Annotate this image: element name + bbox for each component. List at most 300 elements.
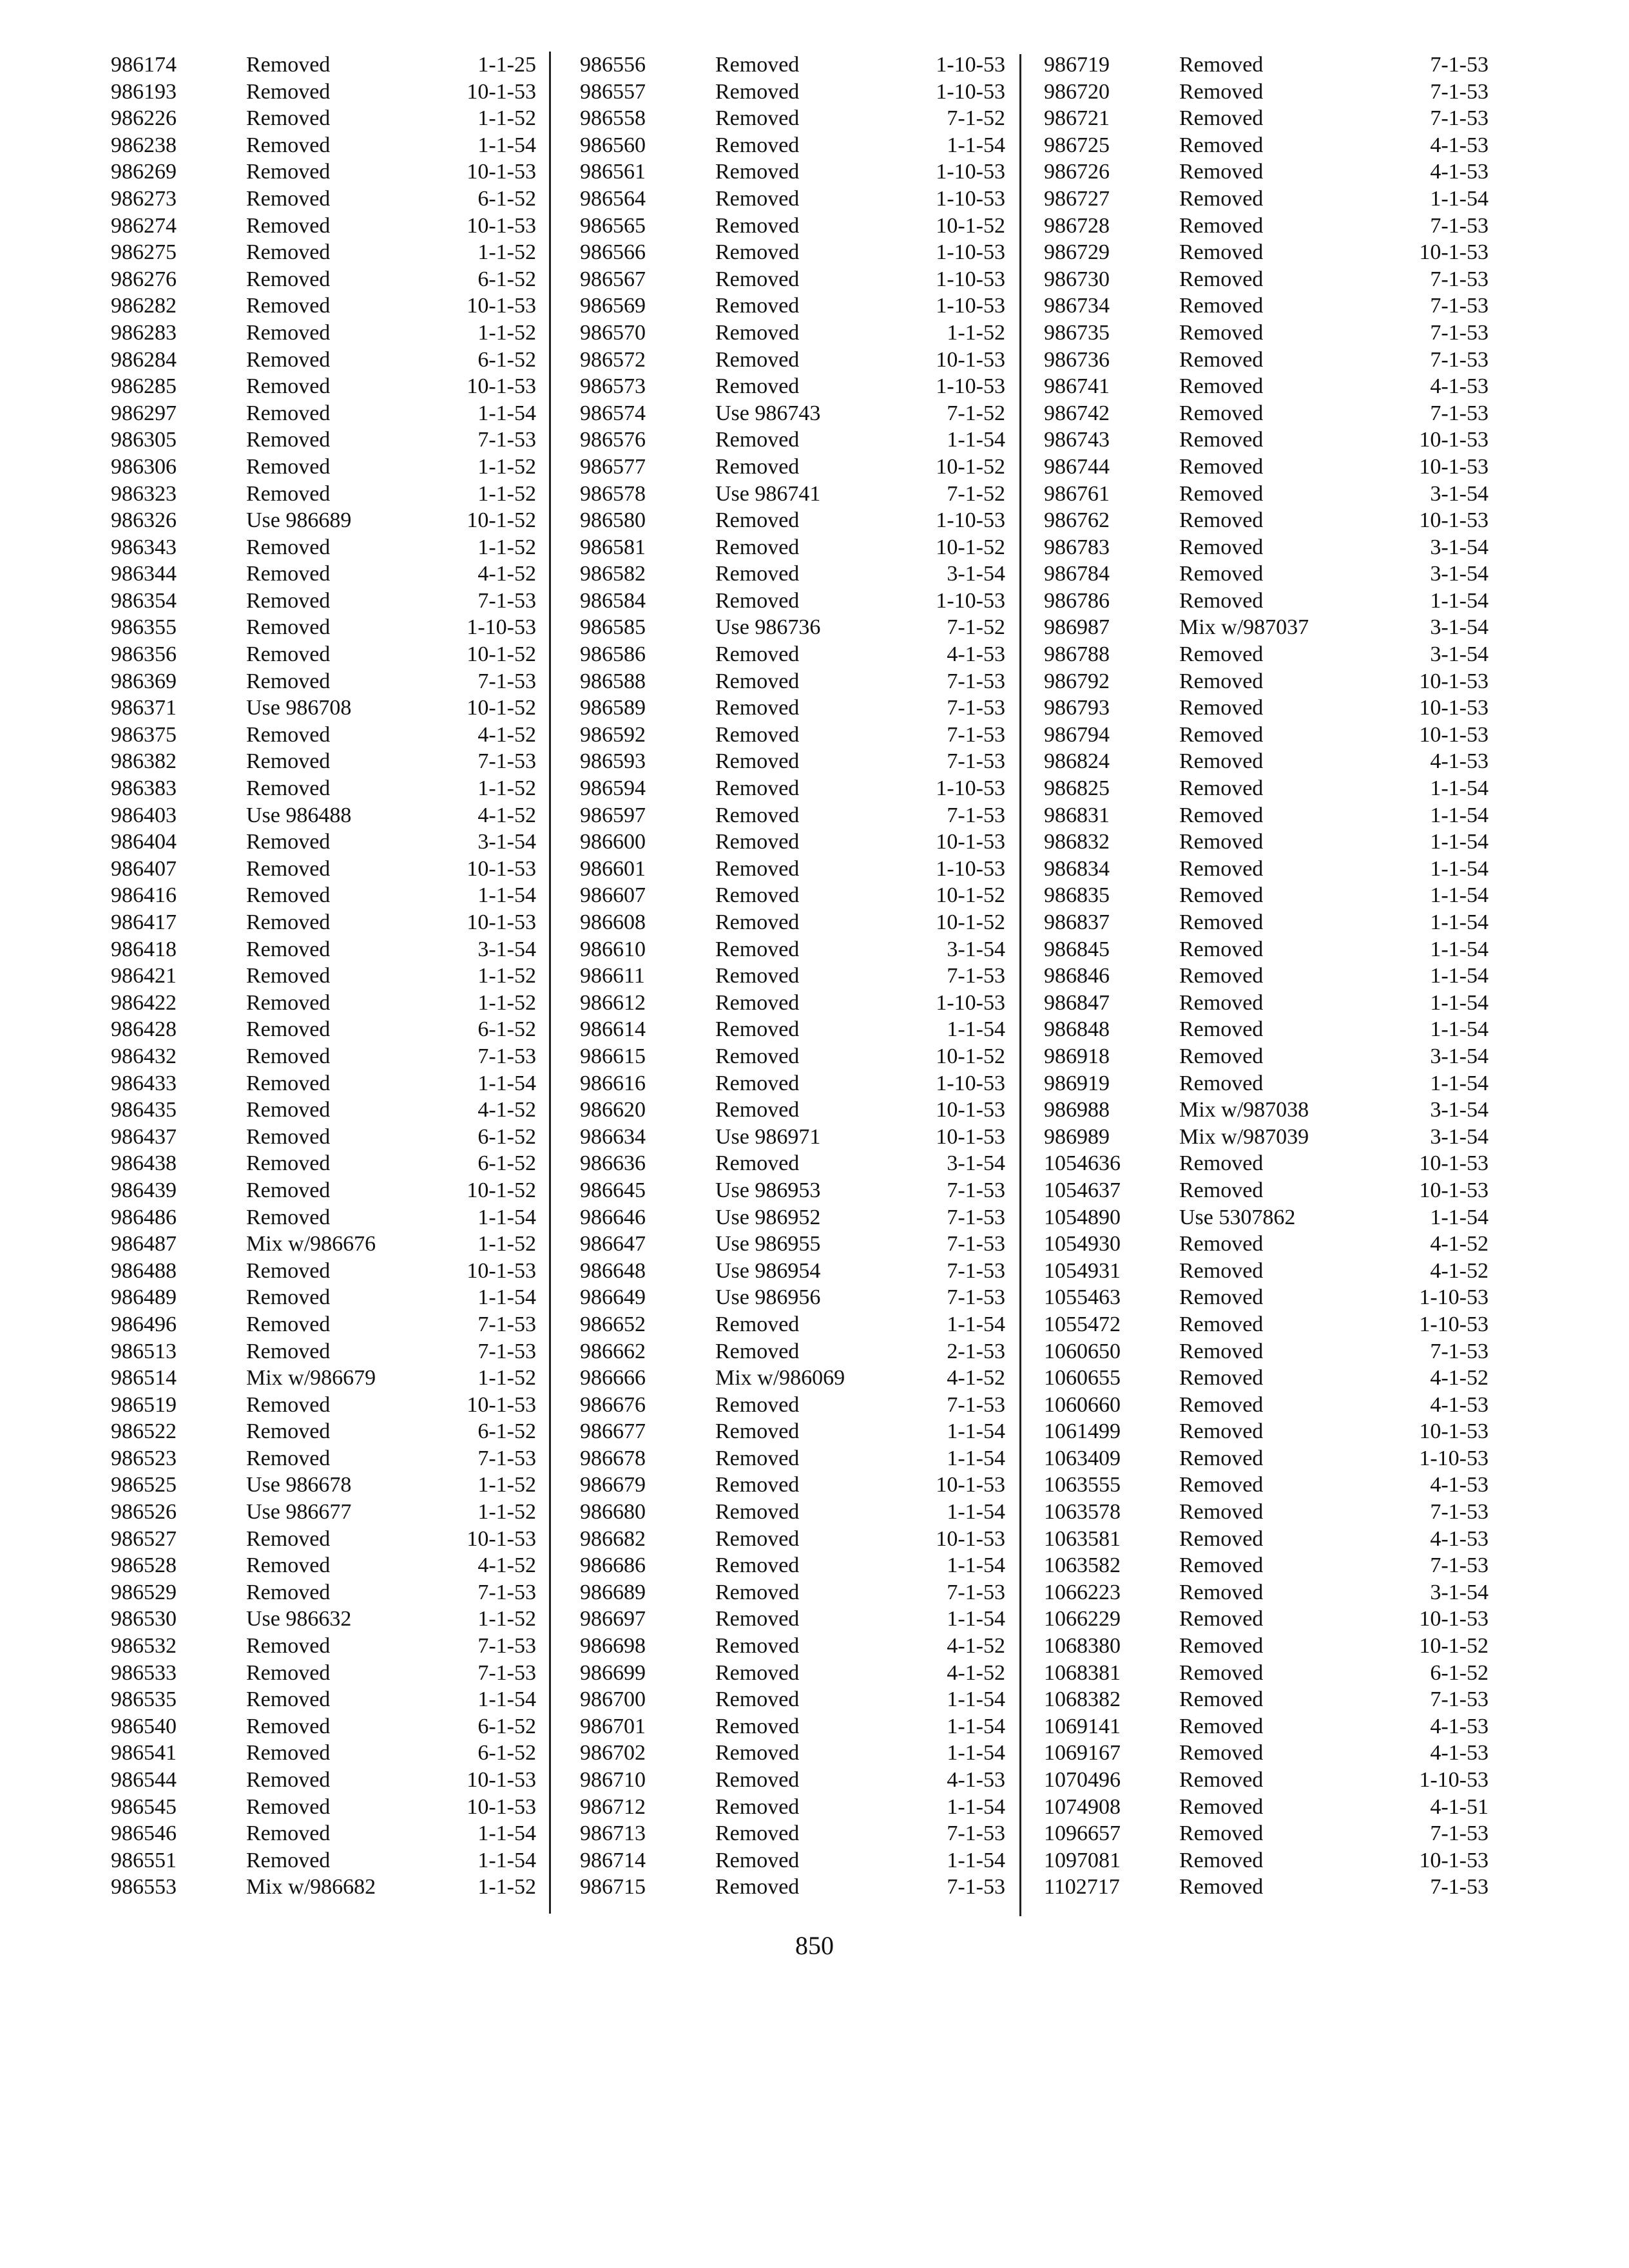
part-number: 1054890	[1044, 1205, 1121, 1229]
status-text: Removed	[246, 213, 331, 238]
part-number: 986417	[111, 910, 177, 934]
table-row	[580, 481, 1005, 508]
part-number: 986238	[111, 133, 177, 157]
status-text: Removed	[1179, 1660, 1264, 1685]
part-number: 986712	[580, 1794, 646, 1819]
table-row	[1044, 481, 1489, 508]
status-text: Removed	[715, 535, 800, 559]
table-row	[580, 1472, 1005, 1499]
part-number: 1063582	[1044, 1553, 1121, 1578]
effective-date: 7-1-53	[1430, 294, 1489, 318]
effective-date: 10-1-53	[467, 374, 536, 399]
table-row	[580, 1365, 1005, 1392]
effective-date: 1-1-54	[947, 133, 1005, 157]
status-text: Removed	[715, 508, 800, 533]
effective-date: 1-1-54	[1430, 964, 1489, 988]
part-number: 986551	[111, 1848, 177, 1872]
effective-date: 4-1-53	[1430, 1714, 1489, 1738]
status-text: Removed	[1179, 401, 1264, 425]
status-text: Removed	[715, 1768, 800, 1792]
status-text: Removed	[715, 1526, 800, 1551]
part-number: 986586	[580, 642, 646, 667]
effective-date: 1-1-54	[947, 1607, 1005, 1631]
table-row	[111, 1606, 536, 1633]
effective-date: 10-1-53	[467, 1392, 536, 1417]
effective-date: 7-1-53	[477, 588, 536, 613]
table-row	[1044, 882, 1489, 909]
effective-date: 10-1-53	[467, 910, 536, 934]
effective-date: 1-1-54	[1430, 883, 1489, 908]
status-text: Mix w/987038	[1179, 1098, 1309, 1122]
status-text: Removed	[1179, 1794, 1264, 1819]
table-row	[580, 1284, 1005, 1311]
table-row	[1044, 748, 1489, 775]
table-row	[1044, 1311, 1489, 1338]
effective-date: 1-10-53	[936, 267, 1005, 291]
part-number: 986792	[1044, 669, 1110, 693]
effective-date: 7-1-53	[1430, 79, 1489, 104]
part-number: 1068380	[1044, 1634, 1121, 1658]
effective-date: 7-1-52	[947, 401, 1005, 425]
effective-date: 7-1-53	[947, 749, 1005, 774]
effective-date: 1-10-53	[936, 776, 1005, 801]
effective-date: 7-1-53	[1430, 53, 1489, 77]
page-number: 850	[795, 1931, 834, 1960]
part-number: 986530	[111, 1607, 177, 1631]
status-text: Removed	[715, 1500, 800, 1524]
status-text: Removed	[1179, 1848, 1264, 1872]
status-text: Removed	[246, 294, 331, 318]
status-text: Removed	[246, 535, 331, 559]
effective-date: 1-10-53	[467, 615, 536, 640]
part-number: 986736	[1044, 347, 1110, 372]
status-text: Removed	[246, 615, 331, 640]
table-row	[111, 1686, 536, 1713]
part-number: 986558	[580, 106, 646, 131]
part-number: 986729	[1044, 240, 1110, 265]
status-text: Removed	[1179, 722, 1264, 747]
part-number: 986581	[580, 535, 646, 559]
status-text: Removed	[1179, 1473, 1264, 1497]
effective-date: 10-1-53	[1419, 722, 1489, 747]
table-row	[111, 641, 536, 668]
table-row	[1044, 213, 1489, 240]
effective-date: 1-10-53	[936, 508, 1005, 533]
table-row	[1044, 1847, 1489, 1874]
status-text: Use 986743	[715, 401, 821, 425]
table-row	[1044, 1365, 1489, 1392]
table-row	[1044, 1231, 1489, 1258]
part-number: 1068382	[1044, 1687, 1121, 1712]
effective-date: 7-1-53	[947, 1285, 1005, 1310]
effective-date: 4-1-53	[1430, 749, 1489, 774]
status-text: Removed	[715, 1848, 800, 1872]
part-number: 986713	[580, 1821, 646, 1846]
part-number: 986528	[111, 1553, 177, 1578]
part-number: 986356	[111, 642, 177, 667]
table-row	[580, 1606, 1005, 1633]
effective-date: 4-1-52	[1430, 1258, 1489, 1283]
effective-date: 7-1-53	[477, 669, 536, 693]
part-number: 986540	[111, 1714, 177, 1738]
effective-date: 7-1-53	[947, 1258, 1005, 1283]
status-text: Mix w/986679	[246, 1366, 376, 1390]
effective-date: 1-10-53	[936, 990, 1005, 1015]
part-number: 986793	[1044, 696, 1110, 720]
status-text: Removed	[715, 1473, 800, 1497]
effective-date: 6-1-52	[477, 1714, 536, 1738]
effective-date: 1-1-54	[1430, 1017, 1489, 1042]
part-number: 986588	[580, 669, 646, 693]
effective-date: 1-1-54	[947, 1446, 1005, 1470]
part-number: 986576	[580, 428, 646, 452]
table-row	[580, 1177, 1005, 1204]
effective-date: 1-1-54	[1430, 803, 1489, 827]
table-row	[1044, 132, 1489, 159]
table-row	[111, 400, 536, 427]
status-text: Removed	[715, 186, 800, 211]
part-number: 986845	[1044, 937, 1110, 961]
status-text: Removed	[715, 133, 800, 157]
part-number: 986570	[580, 320, 646, 345]
table-row	[580, 159, 1005, 186]
part-number: 986323	[111, 481, 177, 506]
part-number: 986610	[580, 937, 646, 961]
part-number: 986788	[1044, 642, 1110, 667]
effective-date: 1-1-52	[477, 1607, 536, 1631]
part-number: 986697	[580, 1607, 646, 1631]
table-row	[1044, 79, 1489, 106]
status-text: Removed	[246, 642, 331, 667]
part-number: 986649	[580, 1285, 646, 1310]
table-row	[111, 1016, 536, 1043]
effective-date: 10-1-53	[467, 1526, 536, 1551]
effective-date: 7-1-53	[947, 1875, 1005, 1899]
table-row	[1044, 454, 1489, 481]
effective-date: 1-1-54	[1430, 1205, 1489, 1229]
table-row	[580, 105, 1005, 132]
status-text: Removed	[1179, 320, 1264, 345]
status-text: Removed	[246, 347, 331, 372]
status-text: Mix w/986676	[246, 1232, 376, 1256]
effective-date: 1-1-52	[477, 1473, 536, 1497]
part-number: 986988	[1044, 1098, 1110, 1122]
status-text: Removed	[246, 374, 331, 399]
table-row	[580, 668, 1005, 695]
effective-date: 3-1-54	[947, 562, 1005, 586]
status-text: Removed	[715, 990, 800, 1015]
effective-date: 4-1-52	[947, 1660, 1005, 1685]
effective-date: 10-1-53	[1419, 1848, 1489, 1872]
effective-date: 10-1-53	[1419, 1178, 1489, 1202]
part-number: 986721	[1044, 106, 1110, 131]
effective-date: 1-1-52	[477, 481, 536, 506]
effective-date: 1-10-53	[936, 160, 1005, 184]
part-number: 986679	[580, 1473, 646, 1497]
status-text: Removed	[1179, 1875, 1264, 1899]
table-row	[580, 963, 1005, 990]
table-row	[580, 829, 1005, 856]
effective-date: 7-1-53	[947, 669, 1005, 693]
table-row	[580, 641, 1005, 668]
status-text: Removed	[1179, 964, 1264, 988]
part-number: 986698	[580, 1634, 646, 1658]
status-text: Removed	[715, 428, 800, 452]
part-number: 986714	[580, 1848, 646, 1872]
table-row	[111, 1365, 536, 1392]
table-row	[580, 1499, 1005, 1526]
table-row	[111, 990, 536, 1017]
part-number: 986522	[111, 1419, 177, 1444]
table-row	[580, 1124, 1005, 1151]
status-text: Removed	[1179, 1017, 1264, 1042]
status-text: Use 986689	[246, 508, 352, 533]
table-row	[1044, 963, 1489, 990]
part-number: 986725	[1044, 133, 1110, 157]
status-text: Use 986954	[715, 1258, 821, 1283]
part-number: 986601	[580, 856, 646, 881]
table-row	[111, 1499, 536, 1526]
table-row	[111, 1043, 536, 1070]
part-number: 1069167	[1044, 1741, 1121, 1765]
part-number: 986662	[580, 1339, 646, 1363]
table-row	[1044, 588, 1489, 615]
table-row	[111, 1124, 536, 1151]
table-row	[111, 213, 536, 240]
status-text: Removed	[715, 749, 800, 774]
part-number: 986574	[580, 401, 646, 425]
effective-date: 1-1-52	[477, 454, 536, 479]
table-row	[1044, 1204, 1489, 1231]
effective-date: 10-1-53	[467, 1258, 536, 1283]
effective-date: 10-1-53	[467, 213, 536, 238]
effective-date: 1-1-54	[947, 1312, 1005, 1336]
effective-date: 4-1-53	[1430, 1741, 1489, 1765]
table-row	[580, 213, 1005, 240]
status-text: Use 986952	[715, 1205, 821, 1229]
status-text: Removed	[246, 883, 331, 908]
effective-date: 10-1-53	[467, 1768, 536, 1792]
effective-date: 7-1-53	[1430, 1687, 1489, 1712]
table-row	[111, 239, 536, 266]
part-number: 986727	[1044, 186, 1110, 211]
effective-date: 4-1-52	[477, 803, 536, 827]
status-text: Removed	[246, 1419, 331, 1444]
table-row	[111, 507, 536, 534]
table-row	[1044, 1043, 1489, 1070]
effective-date: 10-1-53	[1419, 1419, 1489, 1444]
part-number: 986486	[111, 1205, 177, 1229]
effective-date: 7-1-53	[1430, 267, 1489, 291]
part-number: 986699	[580, 1660, 646, 1685]
effective-date: 7-1-53	[947, 964, 1005, 988]
table-row	[580, 132, 1005, 159]
status-text: Removed	[715, 347, 800, 372]
table-row	[1044, 722, 1489, 749]
effective-date: 10-1-52	[467, 696, 536, 720]
status-text: Use 986708	[246, 696, 352, 720]
part-number: 986487	[111, 1232, 177, 1256]
status-text: Removed	[715, 1044, 800, 1068]
effective-date: 3-1-54	[947, 1151, 1005, 1176]
effective-date: 7-1-53	[947, 722, 1005, 747]
part-number: 986560	[580, 133, 646, 157]
part-number: 986616	[580, 1071, 646, 1095]
part-number: 986720	[1044, 79, 1110, 104]
status-text: Removed	[246, 1526, 331, 1551]
part-number: 986382	[111, 749, 177, 774]
status-text: Removed	[715, 669, 800, 693]
effective-date: 6-1-52	[477, 1151, 536, 1176]
status-text: Mix w/987037	[1179, 615, 1309, 640]
effective-date: 1-1-54	[1430, 937, 1489, 961]
part-number: 986989	[1044, 1124, 1110, 1149]
status-text: Removed	[1179, 1044, 1264, 1068]
effective-date: 7-1-53	[1430, 1500, 1489, 1524]
table-row	[111, 748, 536, 775]
effective-date: 10-1-53	[1419, 428, 1489, 452]
part-number: 986686	[580, 1553, 646, 1578]
status-text: Mix w/986682	[246, 1875, 376, 1899]
table-row	[111, 1418, 536, 1445]
status-text: Removed	[1179, 535, 1264, 559]
effective-date: 10-1-52	[936, 1044, 1005, 1068]
effective-date: 1-1-54	[947, 1687, 1005, 1712]
table-row	[580, 1338, 1005, 1365]
status-text: Removed	[1179, 642, 1264, 667]
table-row	[1044, 695, 1489, 722]
table-row	[111, 320, 536, 347]
table-row	[111, 347, 536, 374]
table-row	[580, 1847, 1005, 1874]
table-row	[580, 1713, 1005, 1740]
status-text: Removed	[715, 1821, 800, 1846]
status-text: Mix w/986069	[715, 1366, 845, 1390]
effective-date: 1-10-53	[936, 186, 1005, 211]
status-text: Removed	[1179, 240, 1264, 265]
status-text: Removed	[246, 749, 331, 774]
part-number: 986519	[111, 1392, 177, 1417]
part-number: 986553	[111, 1875, 177, 1899]
effective-date: 1-10-53	[936, 53, 1005, 77]
effective-date: 1-1-54	[947, 1794, 1005, 1819]
effective-date: 6-1-52	[1430, 1660, 1489, 1685]
part-number: 986761	[1044, 481, 1110, 506]
status-text: Removed	[1179, 1553, 1264, 1578]
status-text: Removed	[715, 213, 800, 238]
effective-date: 7-1-53	[477, 1580, 536, 1604]
status-text: Removed	[1179, 347, 1264, 372]
effective-date: 3-1-54	[1430, 615, 1489, 640]
effective-date: 1-1-54	[1430, 856, 1489, 881]
part-number: 986523	[111, 1446, 177, 1470]
status-text: Removed	[246, 1848, 331, 1872]
status-text: Removed	[246, 937, 331, 961]
part-number: 986546	[111, 1821, 177, 1846]
effective-date: 6-1-52	[477, 186, 536, 211]
effective-date: 1-10-53	[1419, 1285, 1489, 1310]
effective-date: 1-10-53	[936, 374, 1005, 399]
part-number: 1097081	[1044, 1848, 1121, 1872]
table-row	[1044, 1418, 1489, 1445]
part-number: 986636	[580, 1151, 646, 1176]
effective-date: 1-1-54	[477, 1848, 536, 1872]
table-row	[580, 1579, 1005, 1606]
effective-date: 7-1-53	[477, 1446, 536, 1470]
table-row	[111, 1445, 536, 1472]
table-row	[1044, 829, 1489, 856]
table-row	[580, 400, 1005, 427]
status-text: Removed	[715, 1392, 800, 1417]
part-number: 986432	[111, 1044, 177, 1068]
status-text: Removed	[1179, 106, 1264, 131]
part-number: 986561	[580, 160, 646, 184]
effective-date: 1-1-54	[477, 1285, 536, 1310]
part-number: 986437	[111, 1124, 177, 1149]
part-number: 986592	[580, 722, 646, 747]
table-row	[580, 1231, 1005, 1258]
effective-date: 1-1-54	[1430, 990, 1489, 1015]
status-text: Removed	[715, 1580, 800, 1604]
part-number: 986593	[580, 749, 646, 774]
status-text: Removed	[715, 79, 800, 104]
status-text: Removed	[715, 374, 800, 399]
effective-date: 7-1-53	[947, 696, 1005, 720]
status-text: Removed	[246, 1044, 331, 1068]
table-row	[1044, 856, 1489, 883]
part-number: 986433	[111, 1071, 177, 1095]
status-text: Removed	[1179, 776, 1264, 801]
status-text: Removed	[1179, 749, 1264, 774]
part-number: 986835	[1044, 883, 1110, 908]
effective-date: 1-1-52	[477, 320, 536, 345]
table-row	[111, 1579, 536, 1606]
status-text: Use 986736	[715, 615, 821, 640]
effective-date: 4-1-52	[1430, 1366, 1489, 1390]
status-text: Removed	[1179, 294, 1264, 318]
effective-date: 4-1-52	[477, 1098, 536, 1122]
table-row	[111, 614, 536, 641]
part-number: 986418	[111, 937, 177, 961]
effective-date: 6-1-52	[477, 1017, 536, 1042]
status-text: Removed	[1179, 1741, 1264, 1765]
part-number: 986532	[111, 1634, 177, 1658]
effective-date: 10-1-52	[936, 454, 1005, 479]
status-text: Removed	[715, 830, 800, 854]
part-number: 1096657	[1044, 1821, 1121, 1846]
table-row	[111, 1204, 536, 1231]
table-row	[1044, 802, 1489, 829]
part-number: 986715	[580, 1875, 646, 1899]
status-text: Removed	[715, 1660, 800, 1685]
effective-date: 1-1-54	[1430, 186, 1489, 211]
effective-date: 7-1-52	[947, 481, 1005, 506]
part-number: 986343	[111, 535, 177, 559]
status-text: Removed	[715, 1687, 800, 1712]
table-row	[580, 454, 1005, 481]
effective-date: 7-1-53	[1430, 320, 1489, 345]
status-text: Removed	[715, 1151, 800, 1176]
status-text: Removed	[715, 1098, 800, 1122]
table-row	[1044, 373, 1489, 400]
status-text: Removed	[715, 320, 800, 345]
table-row	[1044, 668, 1489, 695]
effective-date: 1-1-52	[947, 320, 1005, 345]
effective-date: 3-1-54	[947, 937, 1005, 961]
part-number: 986743	[1044, 428, 1110, 452]
effective-date: 10-1-53	[1419, 508, 1489, 533]
table-row	[580, 1552, 1005, 1579]
